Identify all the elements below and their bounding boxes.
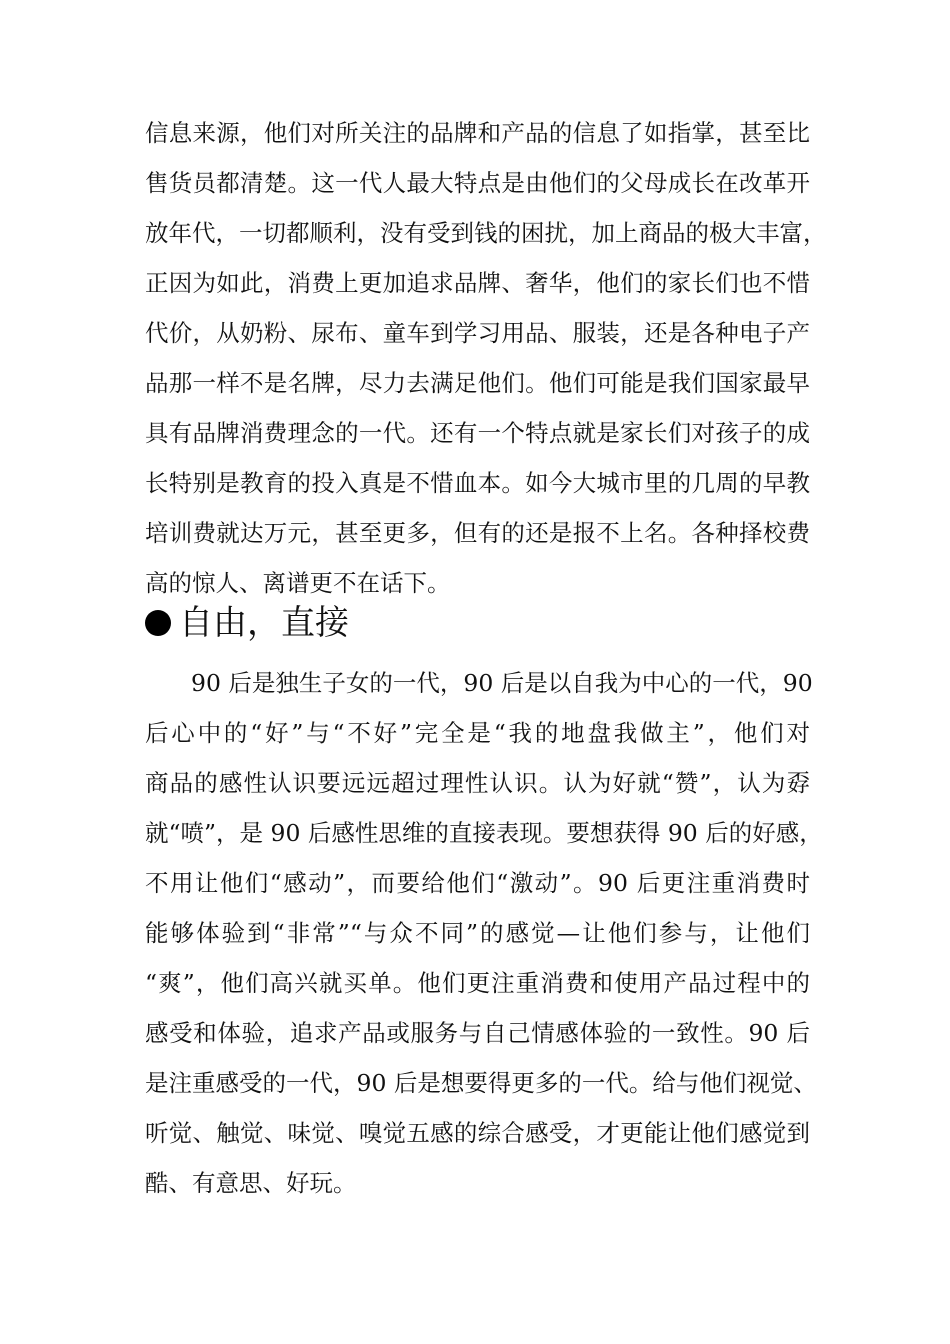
text-line: 品那一样不是名牌，尽力去满足他们。他们可能是我们国家最早 bbox=[145, 369, 810, 397]
text-line: 不用让他们“感动”，而要给他们“激动”。90 后更注重消费时 bbox=[145, 869, 810, 897]
text-line: 信息来源，他们对所关注的品牌和产品的信息了如指掌，甚至比 bbox=[145, 119, 810, 147]
paragraph-brand-consumption bbox=[145, 108, 827, 608]
text-line: 是注重感受的一代，90 后是想要得更多的一代。给与他们视觉、 bbox=[145, 1069, 817, 1097]
text-line: 感受和体验，追求产品或服务与自己情感体验的一致性。90 后 bbox=[145, 1019, 810, 1047]
text-line: 后心中的“好”与“不好”完全是“我的地盘我做主”，他们对 bbox=[145, 719, 810, 747]
text-line: 高的惊人、离谱更不在话下。 bbox=[145, 569, 451, 597]
text-line: 酷、有意思、好玩。 bbox=[145, 1169, 357, 1197]
text-line: 能够体验到“非常”“与众不同”的感觉—让他们参与，让他们 bbox=[145, 919, 810, 947]
text-line: 售货员都清楚。这一代人最大特点是由他们的父母成长在改革开 bbox=[145, 169, 810, 197]
text-line: 代价，从奶粉、尿布、童车到学习用品、服装，还是各种电子产 bbox=[145, 319, 810, 347]
text-line: 长特别是教育的投入真是不惜血本。如今大城市里的几周的早教 bbox=[145, 469, 810, 497]
text-line: 听觉、触觉、味觉、嗅觉五感的综合感受，才更能让他们感觉到 bbox=[145, 1119, 810, 1147]
text-line: “爽”，他们高兴就买单。他们更注重消费和使用产品过程中的 bbox=[145, 969, 810, 997]
paragraph-free-direct bbox=[145, 658, 823, 1208]
text-line: 放年代，一切都顺利，没有受到钱的困扰，加上商品的极大丰富， bbox=[145, 219, 827, 247]
text-line: 正因为如此，消费上更加追求品牌、奢华，他们的家长们也不惜 bbox=[145, 269, 810, 297]
section-heading bbox=[145, 598, 349, 648]
text-line: 商品的感性认识要远远超过理性认识。认为好就“赞”，认为孬 bbox=[145, 769, 810, 797]
section-heading-text: 自由，直接 bbox=[179, 603, 349, 643]
bullet-dot-icon bbox=[145, 610, 171, 636]
text-line: 具有品牌消费理念的一代。还有一个特点就是家长们对孩子的成 bbox=[145, 419, 810, 447]
text-line: 培训费就达万元，甚至更多，但有的还是报不上名。各种择校费 bbox=[145, 519, 810, 547]
text-line: 就“喷”，是 90 后感性思维的直接表现。要想获得 90 后的好感， bbox=[145, 819, 823, 847]
text-line: 90 后是独生子女的一代，90 后是以自我为中心的一代，90 bbox=[191, 669, 813, 697]
